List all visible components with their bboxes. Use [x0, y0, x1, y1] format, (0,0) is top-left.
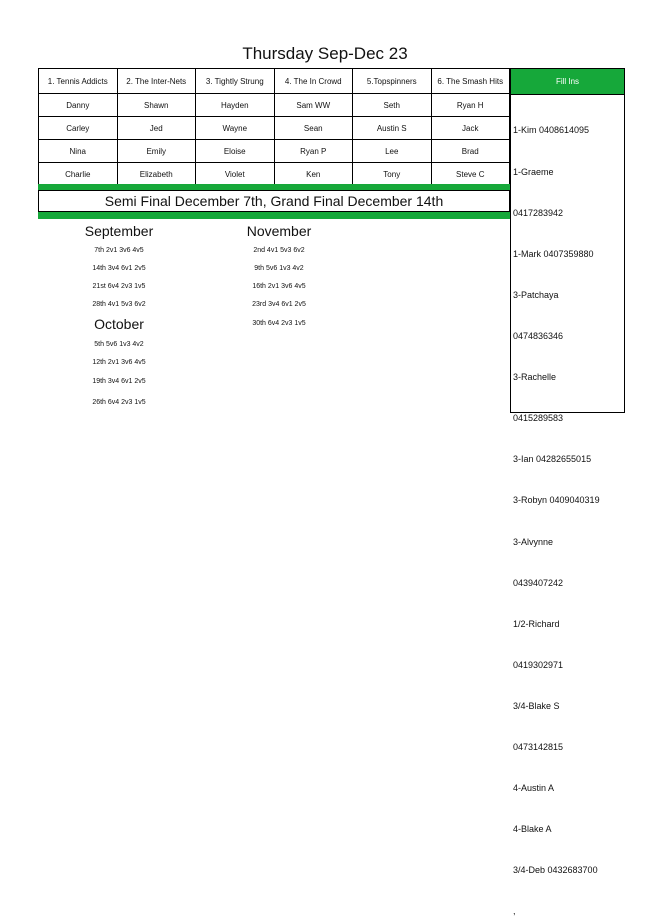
team-header: 4. The In Crowd [274, 69, 353, 94]
player-cell: Elizabeth [117, 163, 196, 186]
player-cell: Lee [353, 140, 432, 163]
fill-in-line: 1/2-Richard [513, 618, 560, 629]
player-cell: Jed [117, 117, 196, 140]
fixture-row: 2nd 4v1 5v3 6v2 [253, 247, 305, 254]
player-cell: Ryan H [431, 94, 510, 117]
fill-in-line: 0474836346 [513, 330, 564, 341]
player-cell: Steve C [431, 163, 510, 186]
month-heading-november: November [246, 223, 312, 239]
player-cell: Sean [274, 117, 353, 140]
player-row [39, 140, 510, 163]
finals-banner: Semi Final December 7th, Grand Final December 14th [38, 190, 510, 212]
fill-in-line: 0415289583 [513, 413, 564, 424]
fill-in-line: 1-Mark 0407359880 [513, 248, 594, 259]
player-cell: Shawn [117, 94, 196, 117]
teams-table [38, 68, 510, 186]
fixture-row: 5th 5v6 1v3 4v2 [94, 341, 144, 348]
fixture-row: 7th 2v1 3v6 4v5 [94, 247, 144, 254]
month-heading-october: October [94, 316, 144, 332]
player-row [39, 94, 510, 117]
fill-in-line: 1-Graeme [513, 166, 554, 177]
green-divider [38, 212, 510, 219]
fill-in-line: 0419302971 [513, 659, 564, 670]
player-cell: Wayne [196, 117, 275, 140]
fill-in-line: 3-Robyn 0409040319 [513, 495, 600, 506]
fixture-row: 28th 4v1 5v3 6v2 [92, 301, 146, 308]
fixture-row: 9th 5v6 1v3 4v2 [254, 265, 304, 272]
fill-ins-panel [510, 68, 625, 917]
fill-in-line: 0473142815 [513, 742, 564, 753]
player-cell: Emily [117, 140, 196, 163]
player-cell: Charlie [39, 163, 118, 186]
fixture-row: 16th 2v1 3v6 4v5 [252, 283, 306, 290]
player-cell: Austin S [353, 117, 432, 140]
team-header: 5.Topspinners [353, 69, 432, 94]
month-heading-september: September [84, 223, 154, 239]
fill-in-line: 3-Alvynne [513, 536, 554, 547]
team-header: 6. The Smash Hits [431, 69, 510, 94]
team-header: 2. The Inter-Nets [117, 69, 196, 94]
fixture-row: 26th 6v4 2v3 1v5 [92, 399, 146, 406]
fill-in-line: 3/4-Blake S [513, 700, 560, 711]
fill-in-line: 1-Kim 0408614095 [513, 125, 590, 136]
player-cell: Ken [274, 163, 353, 186]
player-cell: Carley [39, 117, 118, 140]
fill-in-line: 4-Austin A [513, 783, 555, 794]
player-cell: Violet [196, 163, 275, 186]
fill-in-line: , [513, 906, 516, 917]
player-row [39, 163, 510, 186]
player-row [39, 117, 510, 140]
fixture-row: 14th 3v4 6v1 2v5 [92, 265, 146, 272]
player-cell: Nina [39, 140, 118, 163]
team-header: 3. Tightly Strung [196, 69, 275, 94]
fill-in-line: 3-Patchaya [513, 289, 559, 300]
fill-in-line: 0417283942 [513, 207, 564, 218]
fill-in-line: 3-Ian 04282655015 [513, 454, 592, 465]
player-cell: Ryan P [274, 140, 353, 163]
fixture-row: 23rd 3v4 6v1 2v5 [252, 301, 306, 308]
fill-in-line: 3/4-Deb 0432683700 [513, 865, 598, 876]
team-header-row [39, 69, 510, 94]
fill-ins-list [511, 95, 624, 920]
fixture-row: 30th 6v4 2v3 1v5 [252, 320, 306, 327]
fill-in-line: 0439407242 [513, 577, 564, 588]
player-cell: Seth [353, 94, 432, 117]
fixture-row: 12th 2v1 3v6 4v5 [92, 359, 146, 366]
player-cell: Tony [353, 163, 432, 186]
page-title: Thursday Sep-Dec 23 [242, 44, 408, 63]
player-cell: Hayden [196, 94, 275, 117]
team-header: 1. Tennis Addicts [39, 69, 118, 94]
fill-in-line: 3-Rachelle [513, 372, 557, 383]
fixture-row: 21st 6v4 2v3 1v5 [92, 283, 146, 290]
fill-ins-header: Fill Ins [511, 69, 624, 95]
player-cell: Brad [431, 140, 510, 163]
player-cell: Eloise [196, 140, 275, 163]
player-cell: Jack [431, 117, 510, 140]
player-cell: Sam WW [274, 94, 353, 117]
fill-in-line: 4-Blake A [513, 824, 552, 835]
player-cell: Danny [39, 94, 118, 117]
fixture-row: 19th 3v4 6v1 2v5 [92, 378, 146, 385]
